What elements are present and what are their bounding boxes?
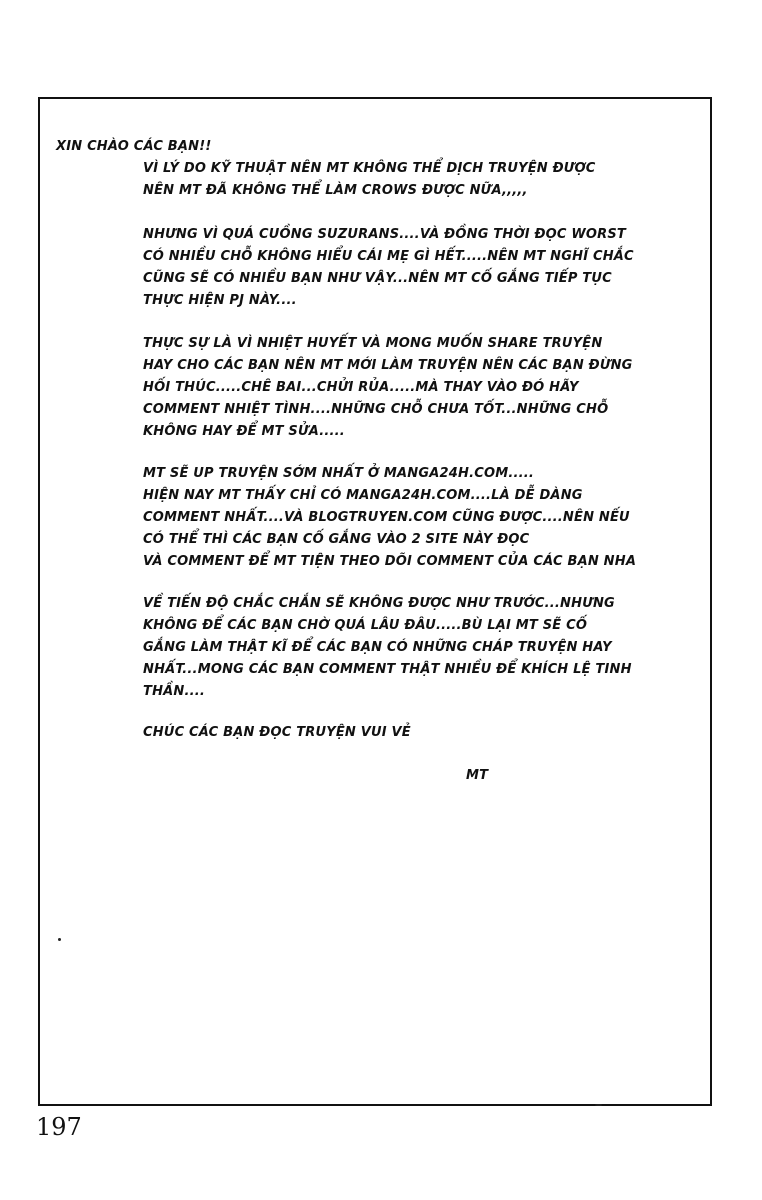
paragraph-3-line-1: THỰC SỰ LÀ VÌ NHIỆT HUYẾT VÀ MONG MUỐN SHARE TRUYỆN bbox=[143, 336, 603, 351]
paragraph-3-line-4: COMMENT NHIỆT TÌNH....NHỮNG CHỖ CHƯA TỐT...NHỮNG CHỖ bbox=[143, 402, 609, 417]
closing-line: CHÚC CÁC BẠN ĐỌC TRUYỆN VUI VẺ bbox=[143, 725, 411, 740]
paragraph-2-line-3: CŨNG SẼ CÓ NHIỀU BẠN NHƯ VẬY...NÊN MT CỐ GẮNG TIẾP TỤC bbox=[143, 271, 612, 286]
paragraph-4-line-4: CÓ THỂ THÌ CÁC BẠN CỐ GẮNG VÀO 2 SITE NÀY ĐỌC bbox=[143, 532, 530, 547]
paragraph-4-line-3: COMMENT NHẤT....VÀ BLOGTRUYEN.COM CŨNG ĐƯỢC....NÊN NẾU bbox=[143, 510, 630, 525]
paragraph-5-line-5: THẦN.... bbox=[143, 684, 206, 699]
scan-speck bbox=[58, 938, 61, 941]
paragraph-3-line-5: KHÔNG HAY ĐỂ MT SỬA..... bbox=[143, 424, 345, 439]
paragraph-4-line-2: HIỆN NAY MT THẤY CHỈ CÓ MANGA24H.COM....LÀ DỄ DÀNG bbox=[143, 488, 583, 503]
paragraph-5-line-3: GẮNG LÀM THẬT KĨ ĐỂ CÁC BẠN CÓ NHỮNG CHÁP TRUYỆN HAY bbox=[143, 640, 612, 655]
paragraph-2-line-4: THỰC HIỆN PJ NÀY.... bbox=[143, 293, 297, 308]
paragraph-4-line-1: MT SẼ UP TRUYỆN SỚM NHẤT Ở MANGA24H.COM..... bbox=[143, 466, 535, 481]
paragraph-5-line-4: NHẤT...MONG CÁC BẠN COMMENT THẬT NHIỀU ĐỂ KHÍCH LỆ TINH bbox=[143, 662, 632, 677]
paragraph-5-line-2: KHÔNG ĐỂ CÁC BẠN CHỜ QUÁ LÂU ĐÂU.....BÙ LẠI MT SẼ CỐ bbox=[143, 618, 588, 633]
paragraph-1-line-1: VÌ LÝ DO KỸ THUẬT NÊN MT KHÔNG THỂ DỊCH TRUYỆN ĐƯỢC bbox=[143, 161, 596, 176]
greeting: XIN CHÀO CÁC BẠN!! bbox=[56, 139, 212, 154]
page-number: 197 bbox=[36, 1113, 82, 1141]
paragraph-3-line-3: HỐI THÚC.....CHÊ BAI...CHỬI RỦA.....MÀ THAY VÀO ĐÓ HÃY bbox=[143, 380, 579, 395]
signature: MT bbox=[466, 768, 489, 783]
paragraph-2-line-2: CÓ NHIỀU CHỖ KHÔNG HIỂU CÁI MẸ GÌ HẾT.....NÊN MT NGHĨ CHẮC bbox=[143, 249, 634, 264]
paragraph-5-line-1: VỀ TIẾN ĐỘ CHẮC CHẮN SẼ KHÔNG ĐƯỢC NHƯ TRƯỚC...NHƯNG bbox=[143, 596, 615, 611]
paragraph-4-line-5: VÀ COMMENT ĐỂ MT TIỆN THEO DÕI COMMENT CỦA CÁC BẠN NHA bbox=[143, 554, 637, 569]
paragraph-3-line-2: HAY CHO CÁC BẠN NÊN MT MỚI LÀM TRUYỆN NÊN CÁC BẠN ĐỪNG bbox=[143, 358, 633, 373]
paragraph-1-line-2: NÊN MT ĐÃ KHÔNG THỂ LÀM CROWS ĐƯỢC NỮA,,,,, bbox=[143, 183, 528, 198]
paragraph-2-line-1: NHƯNG VÌ QUÁ CUỒNG SUZURANS....VÀ ĐỒNG THỜI ĐỌC WORST bbox=[143, 227, 626, 242]
scan-speck bbox=[595, 1104, 602, 1106]
